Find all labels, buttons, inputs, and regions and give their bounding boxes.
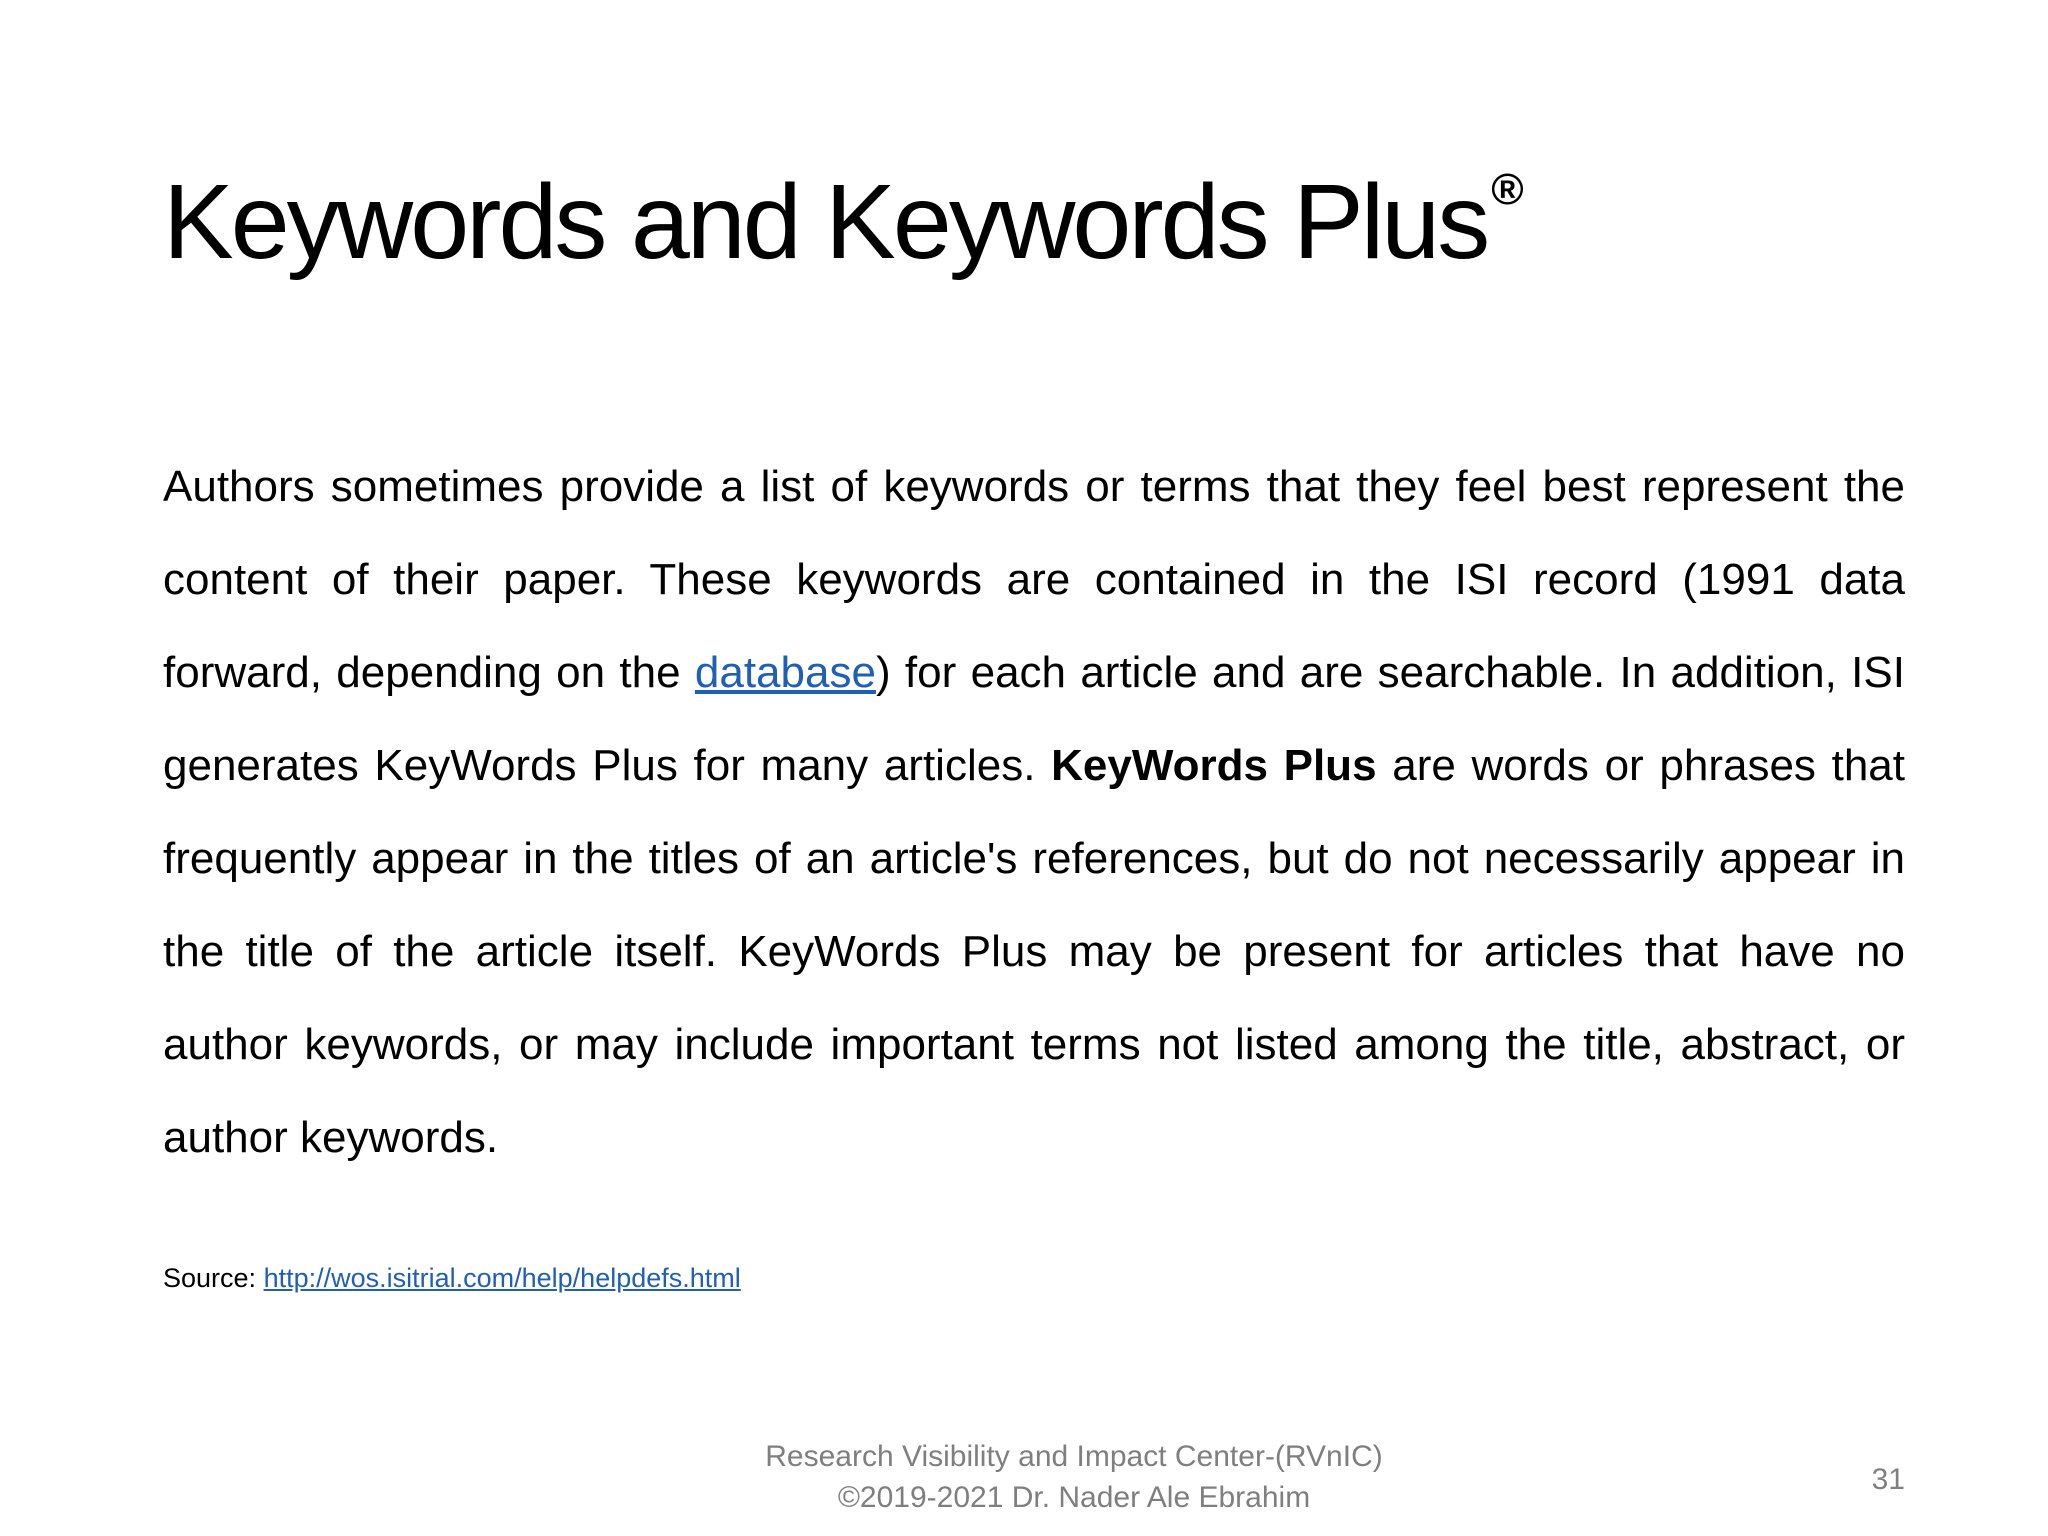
registered-mark: ® (1491, 165, 1524, 214)
source-link[interactable]: http://wos.isitrial.com/help/helpdefs.html (263, 1263, 741, 1293)
slide-title (163, 163, 1524, 281)
footer-organization: Research Visibility and Impact Center-(RVnIC) (765, 1440, 1383, 1473)
source-line (163, 1262, 741, 1294)
footer-copyright: ©2019-2021 Dr. Nader Ale Ebrahim (837, 1481, 1311, 1514)
body-paragraph (163, 440, 1905, 1184)
body-text-part-2: ) for each article and are searchable. In addition, ISI generates KeyWords Plus for many articles. (163, 648, 1905, 790)
keywords-plus-bold-term: KeyWords Plus (1051, 741, 1377, 790)
body-text-part-3: are words or phrases that frequently appear in the titles of an article's references, but do not necessarily appear in the title of the article itself. KeyWords Plus may be present for articles that have no author keywords, or may include important terms not listed among the title, abstract, or author keywords. (163, 741, 1906, 1162)
slide-title-text: Keywords and Keywords Plus (163, 163, 1488, 281)
database-link[interactable]: database (694, 648, 876, 697)
source-label: Source: (163, 1263, 264, 1293)
slide-footer (624, 1436, 1524, 1518)
body-text-part-1: Authors sometimes provide a list of keywords or terms that they feel best represent the content of their paper. These keywords are contained in the ISI record (1991 data forward, depending on the (163, 462, 1905, 697)
page-number: 31 (1871, 1463, 1905, 1496)
